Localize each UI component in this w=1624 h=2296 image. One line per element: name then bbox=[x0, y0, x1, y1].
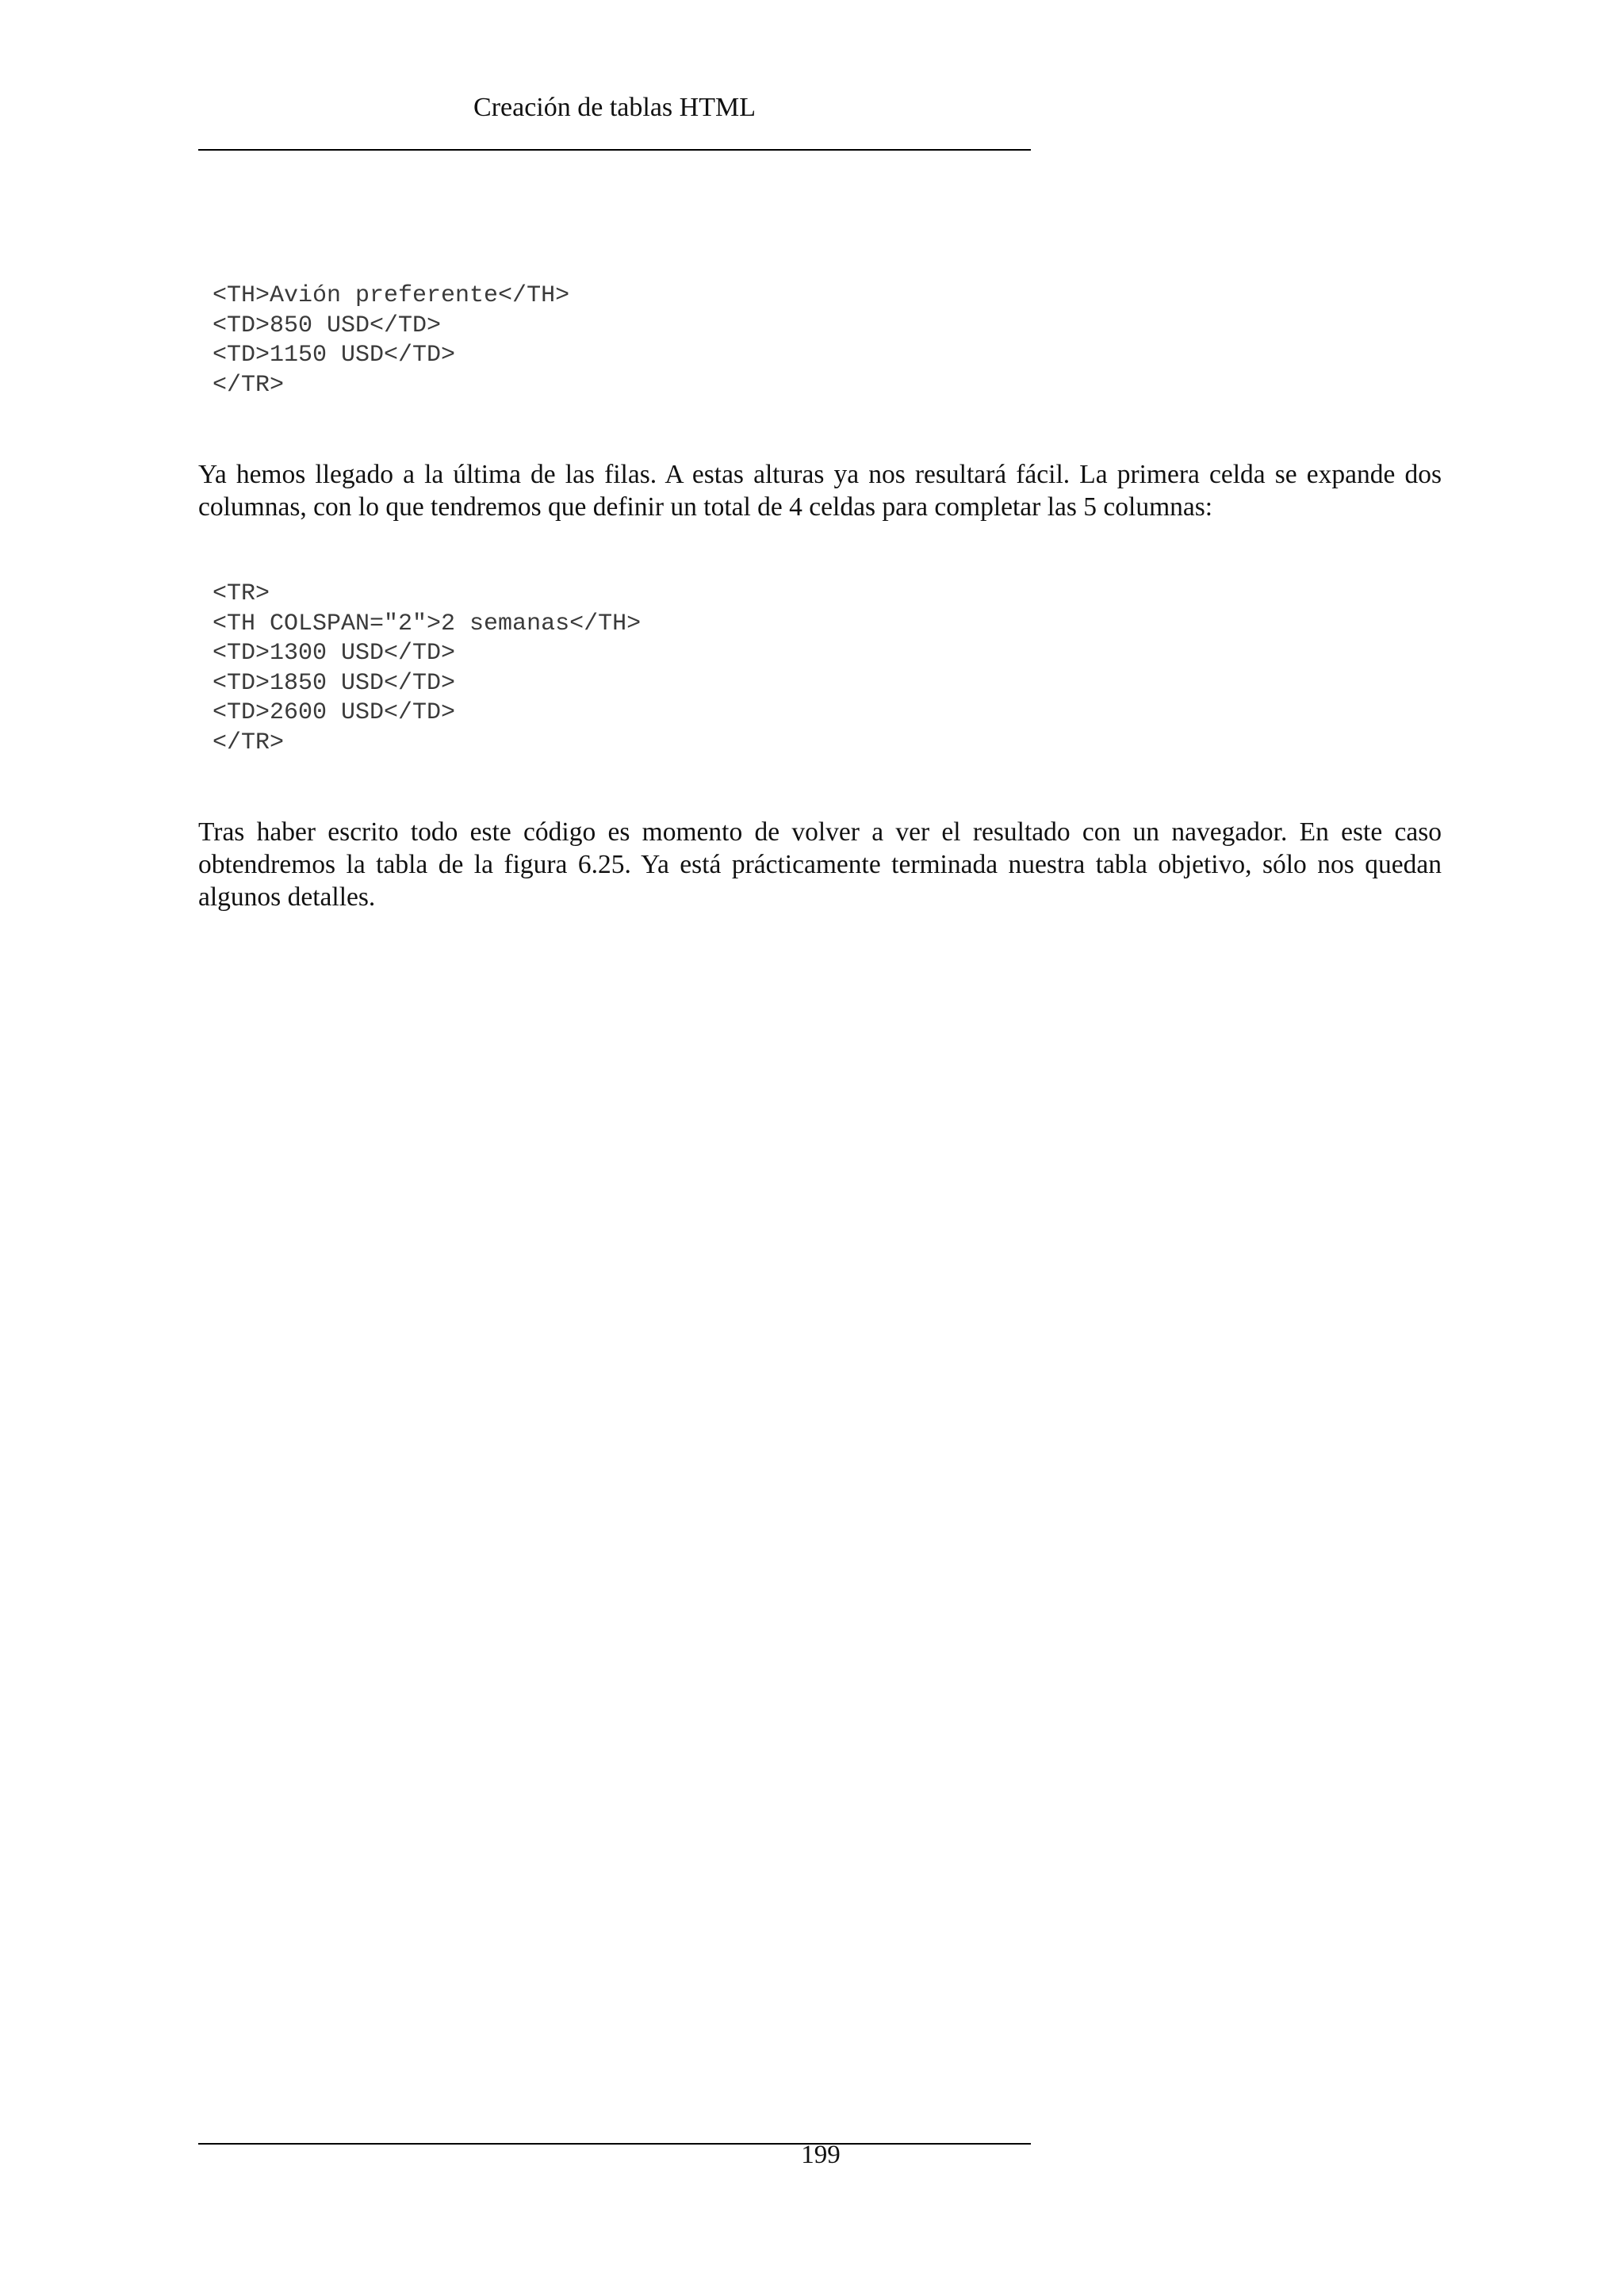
code-line: <TR> bbox=[213, 580, 270, 607]
body-paragraph: Tras haber escrito todo este código es momento de volver a ver el resultado con un navegador. En este caso obtendremos la tabla de la figura 6.25. Ya está prácticamente terminada nuestra tabla objetivo, sólo nos quedan algunos detalles. bbox=[198, 817, 1442, 912]
code-line: <TD>1850 USD</TD> bbox=[213, 669, 456, 697]
code-line: <TD>850 USD</TD> bbox=[213, 312, 442, 339]
footer-divider bbox=[198, 2143, 1031, 2145]
code-line: <TD>2600 USD</TD> bbox=[213, 699, 456, 726]
code-line: </TR> bbox=[213, 729, 285, 756]
code-block bbox=[213, 580, 641, 758]
body-paragraph: Ya hemos llegado a la última de las filas. A estas alturas ya nos resultará fácil. La primera celda se expande dos columnas, con lo que tendremos que definir un total de 4 celdas para completar las 5 columnas: bbox=[198, 460, 1442, 522]
header-divider bbox=[198, 149, 1031, 151]
code-line: <TH COLSPAN="2">2 semanas</TH> bbox=[213, 610, 642, 637]
code-block bbox=[213, 281, 569, 400]
code-line: <TD>1300 USD</TD> bbox=[213, 640, 456, 667]
code-line: </TR> bbox=[213, 371, 285, 399]
code-line: <TH>Avión preferente</TH> bbox=[213, 282, 570, 309]
page-number: 199 bbox=[801, 2141, 841, 2169]
code-line: <TD>1150 USD</TD> bbox=[213, 342, 456, 369]
running-header: Creación de tablas HTML bbox=[473, 93, 756, 122]
